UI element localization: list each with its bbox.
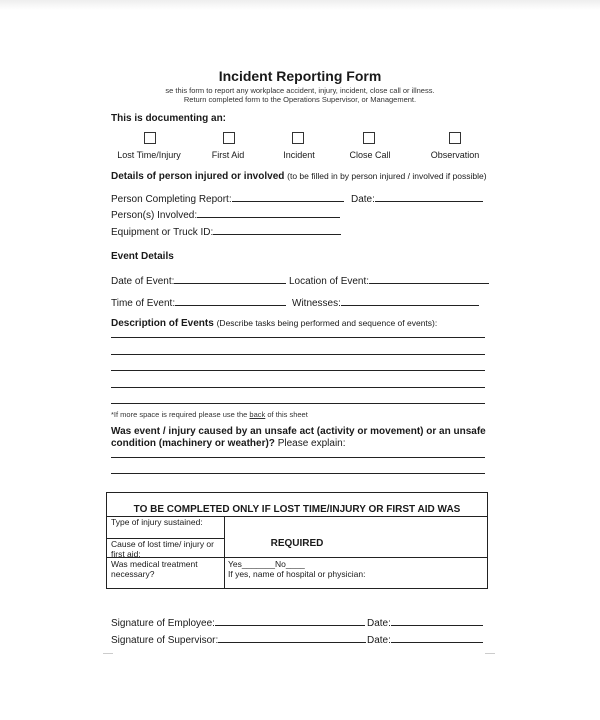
supervisor-date-row xyxy=(367,632,483,646)
employee-signature-field[interactable] xyxy=(215,615,365,626)
lost-time-label: Lost Time/Injury xyxy=(117,150,181,160)
unsafe-question-line1: Was event / injury caused by an unsafe act (activity or movement) or an unsafe xyxy=(111,426,486,437)
medical-treatment-line2: necessary? xyxy=(111,569,155,579)
description-heading-text: Description of Events xyxy=(111,318,214,329)
persons-involved-field[interactable] xyxy=(197,207,340,218)
supervisor-date-field[interactable] xyxy=(391,632,483,643)
employee-date-label: Date: xyxy=(367,618,391,629)
lost-time-box xyxy=(106,492,488,589)
unsafe-question-line2 xyxy=(111,438,346,449)
equipment-row xyxy=(111,224,341,238)
documenting-heading: This is documenting an: xyxy=(111,113,227,124)
lost-time-box-header: TO BE COMPLETED ONLY IF LOST TIME/INJURY OR FIRST AID WAS REQUIRED xyxy=(133,504,461,549)
location-field[interactable] xyxy=(369,273,489,284)
description-line-2[interactable] xyxy=(111,354,485,355)
location-label: Location of Event: xyxy=(289,276,370,287)
details-heading-note: (to be filled in by person injured / involved if possible) xyxy=(287,171,487,181)
details-heading-text: Details of person injured or involved xyxy=(111,171,285,182)
medical-treatment-line1: Was medical treatment xyxy=(111,559,198,569)
yes-field[interactable]: Yes_______ xyxy=(228,559,275,569)
incident-checkbox[interactable] xyxy=(292,132,304,144)
page-corner-mark-left xyxy=(103,653,113,654)
description-heading-note: (Describe tasks being performed and sequence of events): xyxy=(216,318,438,328)
observation-checkbox[interactable] xyxy=(449,132,461,144)
cause-label xyxy=(111,539,214,559)
date-of-event-label: Date of Event: xyxy=(111,276,175,287)
details-heading xyxy=(111,171,487,182)
description-line-3[interactable] xyxy=(111,370,485,371)
person-completing-row xyxy=(111,191,344,205)
supervisor-signature-label: Signature of Supervisor: xyxy=(111,635,219,646)
event-heading: Event Details xyxy=(111,251,174,262)
close-call-checkbox[interactable] xyxy=(363,132,375,144)
witnesses-field[interactable] xyxy=(341,295,479,306)
no-field[interactable]: No____ xyxy=(275,559,305,569)
details-date-row xyxy=(351,191,483,205)
form-title: Incident Reporting Form xyxy=(218,68,382,84)
description-line-5[interactable] xyxy=(111,403,485,404)
details-date-field[interactable] xyxy=(375,191,483,202)
first-aid-checkbox[interactable] xyxy=(223,132,235,144)
cause-label-line1: Cause of lost time/ injury or xyxy=(111,539,214,549)
time-of-event-field[interactable] xyxy=(175,295,286,306)
cause-label-line2: first aid: xyxy=(111,549,141,559)
employee-signature-row xyxy=(111,615,365,629)
more-space-note-link: back xyxy=(249,410,266,419)
persons-involved-label: Person(s) Involved: xyxy=(111,210,198,221)
form-subtitle-line2: Return completed form to the Operations Supervisor, or Management. xyxy=(183,95,417,104)
close-call-label: Close Call xyxy=(349,150,391,160)
details-date-label: Date: xyxy=(351,194,375,205)
more-space-note-post: of this sheet xyxy=(265,410,308,419)
employee-signature-label: Signature of Employee: xyxy=(111,618,215,629)
persons-involved-row xyxy=(111,207,340,221)
person-completing-field[interactable] xyxy=(232,191,344,202)
description-heading xyxy=(111,318,437,329)
page-corner-mark-right xyxy=(485,653,495,654)
witnesses-row xyxy=(292,295,479,309)
equipment-field[interactable] xyxy=(213,224,341,235)
date-of-event-row xyxy=(111,273,286,287)
equipment-label: Equipment or Truck ID: xyxy=(111,227,214,238)
date-of-event-field[interactable] xyxy=(174,273,286,284)
employee-date-field[interactable] xyxy=(391,615,483,626)
time-of-event-label: Time of Event: xyxy=(111,298,176,309)
unsafe-line-1[interactable] xyxy=(111,457,485,458)
employee-date-row xyxy=(367,615,483,629)
supervisor-date-label: Date: xyxy=(367,635,391,646)
unsafe-question-line2-plain: Please explain: xyxy=(274,438,346,449)
unsafe-line-2[interactable] xyxy=(111,473,485,474)
supervisor-signature-row xyxy=(111,632,366,646)
observation-label: Observation xyxy=(430,150,480,160)
box-column-divider xyxy=(224,516,225,588)
time-of-event-row xyxy=(111,295,286,309)
form-subtitle-line1: se this form to report any workplace accident, injury, incident, close call or illness. xyxy=(165,86,435,95)
location-row xyxy=(289,273,489,287)
lost-time-checkbox[interactable] xyxy=(144,132,156,144)
supervisor-signature-field[interactable] xyxy=(218,632,366,643)
description-line-4[interactable] xyxy=(111,387,485,388)
first-aid-label: First Aid xyxy=(211,150,245,160)
hospital-label[interactable]: If yes, name of hospital or physician: xyxy=(228,569,366,579)
more-space-note-pre: *If more space is required please use the xyxy=(111,410,250,419)
medical-treatment-label xyxy=(111,559,198,579)
witnesses-label: Witnesses: xyxy=(292,298,341,309)
person-completing-label: Person Completing Report: xyxy=(111,194,232,205)
type-of-injury-label: Type of injury sustained: xyxy=(111,517,203,527)
more-space-note xyxy=(111,410,308,419)
incident-label: Incident xyxy=(283,150,315,160)
unsafe-question-line2-bold: condition (machinery or weather)? xyxy=(111,438,275,449)
description-line-1[interactable] xyxy=(111,337,485,338)
